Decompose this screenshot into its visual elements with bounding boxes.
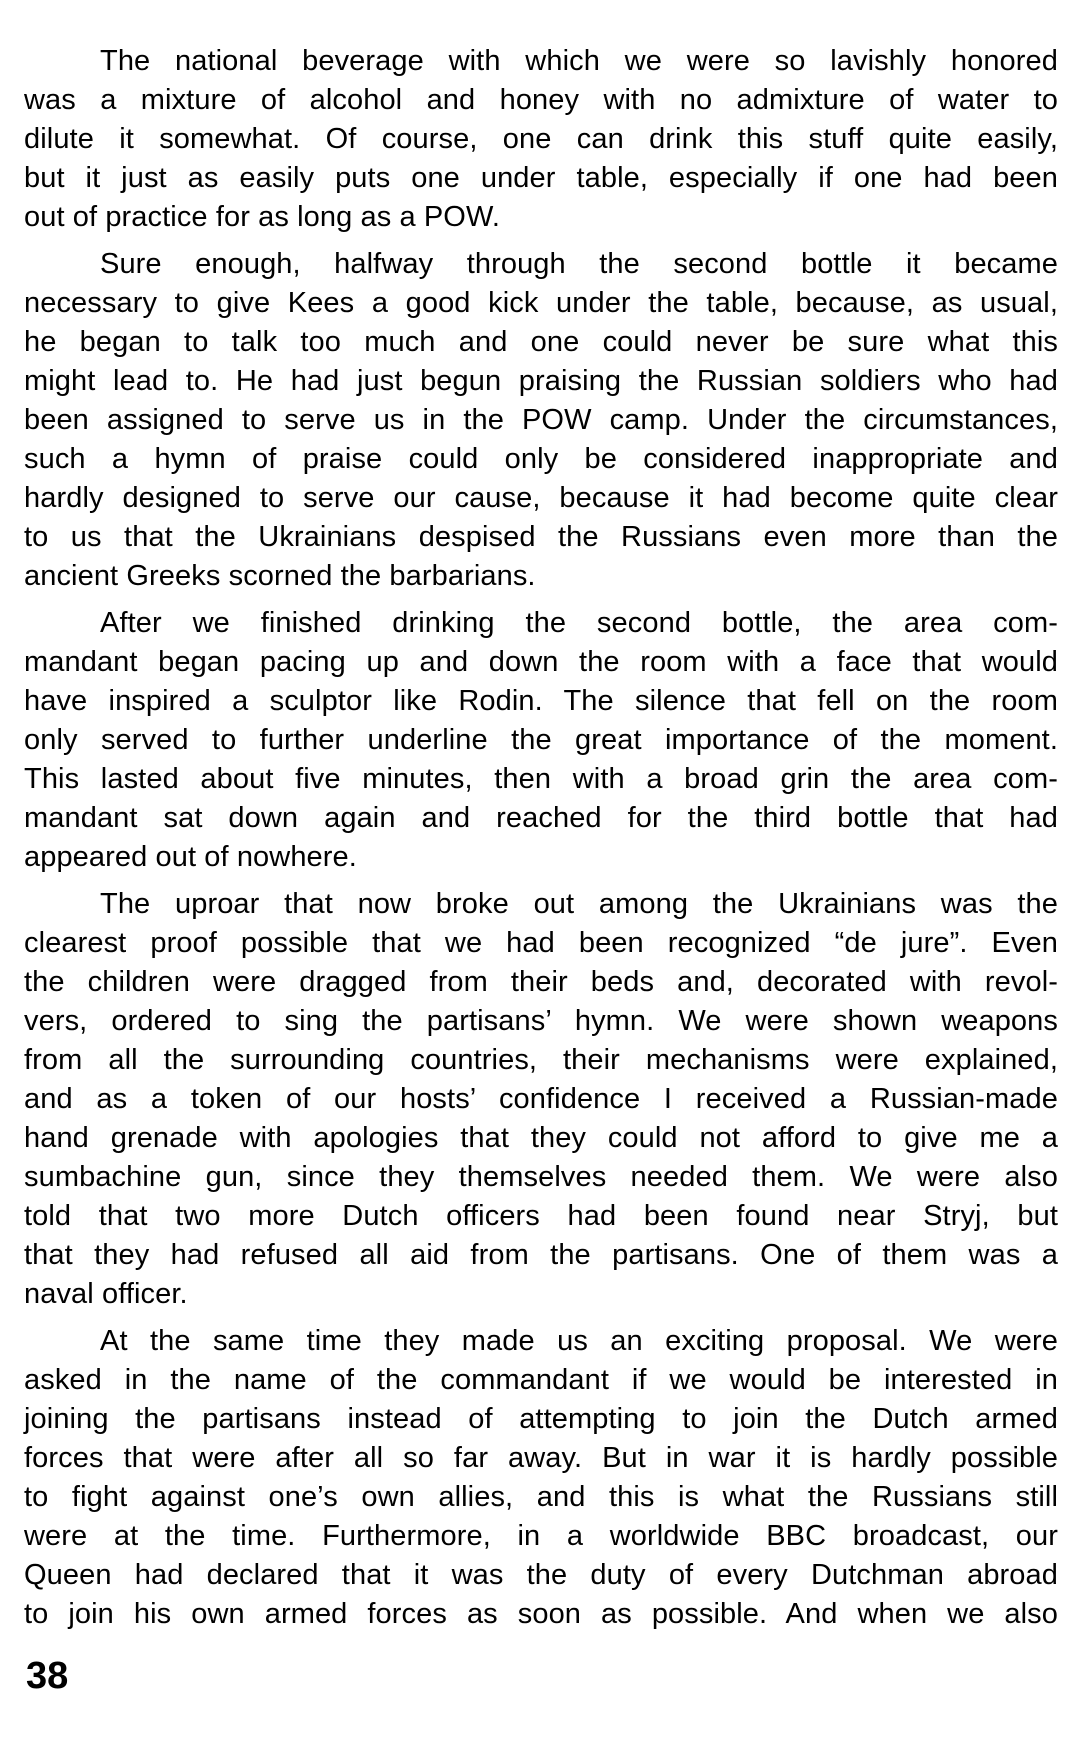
text-line: This lasted about five minutes, then with a broad grin the area com- — [24, 763, 1058, 795]
text-line: joining the partisans instead of attempting to join the Dutch armed — [24, 1403, 1058, 1435]
paragraph — [24, 245, 1058, 596]
text-line: the children were dragged from their beds and, decorated with revol- — [24, 966, 1058, 998]
text-line: out of practice for as long as a POW. — [24, 201, 500, 233]
text-line: dilute it somewhat. Of course, one can drink this stuff quite easily, — [24, 123, 1058, 155]
text-line: such a hymn of praise could only be considered inappropriate and — [24, 443, 1058, 475]
text-line: but it just as easily puts one under table, especially if one had been — [24, 162, 1058, 194]
text-line: to us that the Ukrainians despised the Russians even more than the — [24, 521, 1058, 553]
text-line: he began to talk too much and one could never be sure what this — [24, 326, 1058, 358]
text-line: were at the time. Furthermore, in a worldwide BBC broadcast, our — [24, 1520, 1058, 1552]
text-line: Queen had declared that it was the duty of every Dutchman abroad — [24, 1559, 1058, 1591]
text-line: been assigned to serve us in the POW camp. Under the circumstances, — [24, 404, 1058, 436]
text-line: Sure enough, halfway through the second bottle it became — [100, 248, 1058, 280]
page-text — [24, 42, 1058, 1642]
text-line: mandant began pacing up and down the room with a face that would — [24, 646, 1058, 678]
page-number: 38 — [26, 1655, 69, 1697]
text-line: appeared out of nowhere. — [24, 841, 357, 873]
text-line: mandant sat down again and reached for the third bottle that had — [24, 802, 1058, 834]
text-line: from all the surrounding countries, their mechanisms were explained, — [24, 1044, 1058, 1076]
text-line: The national beverage with which we were so lavishly honored — [100, 45, 1058, 77]
text-line: asked in the name of the commandant if we would be interested in — [24, 1364, 1058, 1396]
text-line: ancient Greeks scorned the barbarians. — [24, 560, 536, 592]
text-line: At the same time they made us an exciting proposal. We were — [100, 1325, 1058, 1357]
text-line: and as a token of our hosts’ confidence I received a Russian-made — [24, 1083, 1058, 1115]
text-line: forces that were after all so far away. But in war it is hardly possible — [24, 1442, 1058, 1474]
text-line: hand grenade with apologies that they could not afford to give me a — [24, 1122, 1058, 1154]
paragraph — [24, 604, 1058, 877]
text-line: hardly designed to serve our cause, because it had become quite clear — [24, 482, 1058, 514]
text-line: might lead to. He had just begun praising the Russian soldiers who had — [24, 365, 1058, 397]
text-line: After we finished drinking the second bottle, the area com- — [100, 607, 1058, 639]
text-line: to join his own armed forces as soon as possible. And when we also — [24, 1598, 1058, 1630]
text-line: The uproar that now broke out among the Ukrainians was the — [100, 888, 1058, 920]
paragraph — [24, 42, 1058, 237]
text-line: have inspired a sculptor like Rodin. The silence that fell on the room — [24, 685, 1058, 717]
text-line: only served to further underline the great importance of the moment. — [24, 724, 1058, 756]
text-line: that they had refused all aid from the partisans. One of them was a — [24, 1239, 1058, 1271]
text-line: necessary to give Kees a good kick under the table, because, as usual, — [24, 287, 1058, 319]
text-line: vers, ordered to sing the partisans’ hymn. We were shown weapons — [24, 1005, 1058, 1037]
text-line: was a mixture of alcohol and honey with no admixture of water to — [24, 84, 1058, 116]
text-line: sumbachine gun, since they themselves needed them. We were also — [24, 1161, 1058, 1193]
text-line: told that two more Dutch officers had been found near Stryj, but — [24, 1200, 1058, 1232]
paragraph — [24, 885, 1058, 1314]
text-line: naval officer. — [24, 1278, 188, 1310]
text-line: clearest proof possible that we had been recognized “de jure”. Even — [24, 927, 1058, 959]
paragraph — [24, 1322, 1058, 1634]
text-line: to fight against one’s own allies, and this is what the Russians still — [24, 1481, 1058, 1513]
